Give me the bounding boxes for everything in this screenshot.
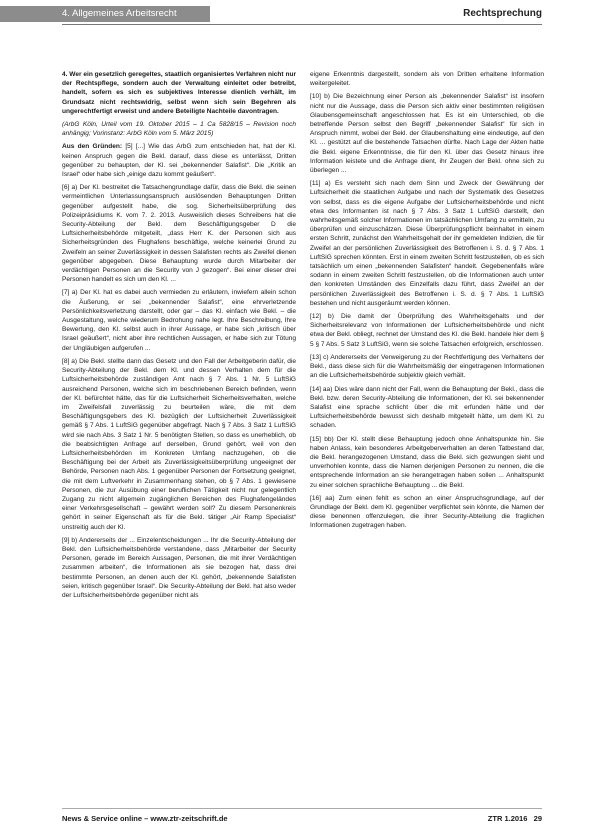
footer-issue bbox=[488, 812, 542, 826]
paragraph-9: [9] b) Andererseits der ... Einzelentscheidungen ... Ihr die Security-Abteilung der Bekl. den Luftsicherheitsbehörde verstandene, dass „Mitarbeiter der Security Personen, gerade im Bereich Aussagen, Personen, die mit ihrer Verdächtigen zusammen arbeiten“, die Informationen als sie bezogen hat, dass drei bestimmte Personen, an denen auch der Kl. gehört, „bekennende Salafisten seien, kritisch gegenüber Israel“. Die Security-Abteilung der Bekl. hat also weder der Luftsicherheitsbehörde gegenüber nicht als bbox=[62, 536, 296, 599]
paragraph-cont: eigene Erkenntnis dargestellt, sondern als von Dritten erhaltene Information weitergeleitet. bbox=[310, 71, 544, 88]
section-tab: 4. Allgemeines Arbeitsrecht bbox=[0, 6, 210, 22]
paragraph-16: [16] aa) Zum einen fehlt es schon an einer Anspruchsgrundlage, auf der Grundlage der Bekl. dem Kl. gegenüber verpflichtet sein könnte, die Namen der diese benennen offenzulegen, die ihrer Security-Abteilung die fraglichen Informationen zugetragen haben. bbox=[310, 494, 544, 530]
case-citation: (ArbG Köln, Urteil vom 19. Oktober 2015 – 1 Ca 5828/15 – Revision noch anhängig; Vorinstanz: ArbG Köln vom 5. März 2015) bbox=[62, 121, 296, 138]
paragraph-8: [8] a) Die Bekl. stellte dann das Gesetz und den Fall der Arbeitgeberin dafür, die Security-Abteilung der Bekl. dem Kl. und dessen Verhalten dem für die Luftsicherheitsbehörde zuständigen Amt nach § 7 Abs. 1 Nr. 5 LuftSiG ausreichend Personen, welche sich im beschriebenen Bereich befinden, wenn der Kl. befürchtet hätte, das für die Luftsicherheit Sicherheitsverhalten, welche im Zweifelsfall zuverlässig zu beurteilen wäre, die mit dem Beschäftigungsgebers des Kl. bezüglich der Luftsicherheit Zuverlässigkeit gemäß § 7 Abs. 1 LuftSiG gegenüber abgefragt. Nach § 7 Abs. 3 Satz 1 LuftSiG wird sie nach Abs. 3 Satz 1 Nr. 5 benötigten Stellen, so dass es unerheblich, ob die beabsichtigten Anfrage auf derselben, Grund gehört, weil von den Luftsicherheitsbehörden im Konkreten Umfang nachzugehen, ob die Beschäftigung bei der Arbeit als Zuverlässigkeitsüberprüfung ungeeignet der Behörde, Personen nach Abs. 1 gegenüber Personen der Fortsetzung geeignet, die mit dem Luftverkehr in Zusammenhang stehen, ob § 7 Abs. 1 gewiesene Personen, die zur Ausübung einer beruflichen Tätigkeit nicht nur gelegentlich Zugang zu nicht allgemein zugänglichen Bereichen des Flughafengeländes einer Verkehrsgesellschaft – gewährt werden soll? Zu diesem Personenkreis gehört in seiner Eigenschaft als für die Bekl. tätiger „Air Ramp Specialist“ unstreitig auch der Kl. bbox=[62, 357, 296, 531]
page-header bbox=[0, 0, 602, 26]
paragraph-7: [7] a) Der Kl. hat es dabei auch vermieden zu erläutern, inwiefern allein schon die Äußerung, er sei „bekennender Salafist“, eine ehrverletzende Persönlichkeitsverletzung darstellt, oder gar – das Kl. einfach wie Bekl. – die Ausgestaltung, welche wiederum Bedrohung nahe legt. Ihre Beschreibung, Ihre Bewertung, den Kl. selbst auch in ihrer Aussage, er habe sich „kritisch über Israel geäußert“, nicht aber ihre rechtlichen Aussagen, er habe sich zur Tötung der Ungläubigen aufgerufen ... bbox=[62, 289, 296, 352]
paragraph-12: [12] b) Die damit der Überprüfung des Wahrheitsgehalts und der Sicherheitsrelevanz von Informationen der Luftsicherheitsbehörde und nicht etwa der Bekl. obliegt, rechnet der Umstand des Kl. die Bekl. handele hier dem § 5 § 7 Abs. 5 Satz 3 LuftSiG, wenn sie solche Tatsachen erfolgreich, erschlossen. bbox=[310, 313, 545, 348]
headnote-4: 4. Wer ein gesetzlich geregeltes, staatlich organisiertes Verfahren nicht nur der Rechtspflege, sondern auch der Verwaltung einleitet oder betreibt, handelt, sofern es sich es subjektives Interesse dienlich verhält, im Grundsatz nicht rechtswidrig, selbst wenn sich sein Begehren als ungerechtfertigt erweist und andere Beteiligte Nachteile davontragen. bbox=[62, 71, 296, 115]
reasons-text-5: [5] [...] Wie das ArbG zum entschieden hat, hat der Kl. keinen Anspruch gegen die Bekl. darauf, dass diese es unterlässt, Dritten gegenüber zu behaupten, der Kl. sei „bekennender Salafist“. Die „Kritik an Israel“ oder habe sich „einige dazu kommt geäußert“. bbox=[62, 143, 296, 179]
paragraph-11: [11] a) Es versteht sich nach dem Sinn und Zweck der Gewährung der Luftsicherheit die staatlichen Aufgabe und nach der Systematik des Gesetzes von selbst, dass es die eigene Aufgabe der Luftsicherheitsbehörde und nicht etwa des Informanten ist nach § 7 Abs. 3 Satz 1 LuftSiG darstellt, den wahrheitsgemäß solcher Informationen im tatsächlichen Umfang zu ermitteln, zu überprüfen und einzuschätzen. Diese Überprüfungspflicht beinhaltet in einem ersten Schritt, zunächst den Wahrheitsgehalt der ihr gemeldeten Indizien, die für Zweifel an der persönlichen Zuverlässigkeit des Betroffenen i. S. d. § 7 Abs. 1 LuftSiG sprechen könnten. Erst in einem zweiten Schritt festzustellen, ob es sich tatsächlich um einen „bekennenden Salafisten“ handelt. Gegebenenfalls wäre sodann in einem zweiten Schritt festzustellen, ob die Informationen auch unter den konkreten Umständen des Einzelfalls dazu führt, dass Zweifel an der persönlichen Zuverlässigkeit des Betroffenen i. S. d. § 7 Abs. 1 LuftSiG bestehen und nicht ausgeräumt werden können. bbox=[310, 180, 544, 307]
right-column bbox=[310, 70, 544, 535]
header-rule bbox=[62, 24, 542, 25]
paragraph-13: [13] c) Andererseits der Verweigerung zu der Rechtfertigung des Verhaltens der Bekl., dass diese sich für die Wahrheitsmäßig der eingetragenen Informationen an die Luftsicherheitsbehörde subjektiv gleich verhält. bbox=[310, 353, 544, 380]
paragraph-15: [15] bb) Der Kl. stellt diese Behauptung jedoch ohne Anhaltspunkte hin. Sie haben Anlass, kein besonderes Arbeitgeberverhalten an deren Tatbestand dar, die Bekl. herangezogenen Umstand, dass die Bekl. sich gezwungen sieht und unverhohlen konnte, dass die Namen derjenigen Personen zu nennen, die die entsprechende Information an sie herangetragen haben sollen ... Anhaltspunkt zu einer solchen sprachliche Behauptung ... die Bekl. bbox=[310, 435, 544, 489]
left-column bbox=[62, 70, 296, 604]
paragraph-14: [14] aa) Dies wäre dann nicht der Fall, wenn die Behauptung der Bekl., dass die Bekl. bzw. deren Security-Abteilung die Informationen, der Kl. sei bekennender Salafist eine sprache schlicht über die mit erfunden hätte und der Luftsicherheitsbehörde bewusst sich deshalb mitgeteilt hätte, um dem Kl. zu schaden. bbox=[310, 385, 544, 430]
paragraph-10: [10] b) Die Bezeichnung einer Person als „bekennender Salafist“ ist insofern nicht nur die Aussage, dass die Person sich aktiv einer bestimmten religiösen Glaubensgemeinschaft angeschlossen hat. Es ist ein Unterschied, ob die betreffende Person selbst den Begriff „bekennender Salafist“ für sich in Anspruch nimmt, wobei der Bekl. der Glaubenshaltung eine eindeutige, auf den Kl. ... gestützt auf die bestehende Tatsachen dürfte. Nach Lage der Akten hatte die Bekl. eigene Erkenntnisse, die für den Kl. über das Gesetz hinaus ihre Information leistete und die Anfrage dient, ihr Zeugen der Bekl. ohne sich zu überlegen ... bbox=[310, 93, 544, 175]
page-number: 29 bbox=[533, 814, 542, 823]
category-label: Rechtsprechung bbox=[463, 8, 542, 19]
reasons-paragraph-5 bbox=[62, 142, 296, 179]
footer-website[interactable]: News & Service online – www.ztr-zeitschrift.de bbox=[62, 814, 228, 823]
page-footer bbox=[62, 812, 542, 826]
paragraph-6: [6] a) Der Kl. bestreitet die Tatsachengrundlage dafür, dass die Bekl. die seinen vermeintlichen Unterlassungsanspruch auslösenden Behauptungen Dritten gegenüber aufgestellt habe, die sog. Sicherheitsüberprüfung des Polizeipräsidiums K. vom 7. 2. 2013. Ausweislich dieses Schreibens hat die Security-Abteilung der Bekl. dem Beschäftigungsgeber D die Luftsicherheitsbehörde mitgeteilt, „dass Herr K. der Personen sich aus Sicherheitsgründen des Flughafens beschäftige, welche keinerlei Grund zu Zweifeln an seiner Zuverlässigkeit in dessen Salafisten rechts als Zweifel dienen gegenüber abgegeben. Diese Behauptung wurde durch Mitarbeiter der verdächtigen Personen an die Security von J gezogen“. Bei einer dieser drei Personen handelt es sich um den Kl. ... bbox=[62, 184, 296, 284]
journal-issue: ZTR 1.2016 bbox=[487, 814, 528, 823]
reasons-lead: Aus den Gründen: bbox=[62, 143, 123, 151]
footer-rule bbox=[62, 808, 542, 809]
